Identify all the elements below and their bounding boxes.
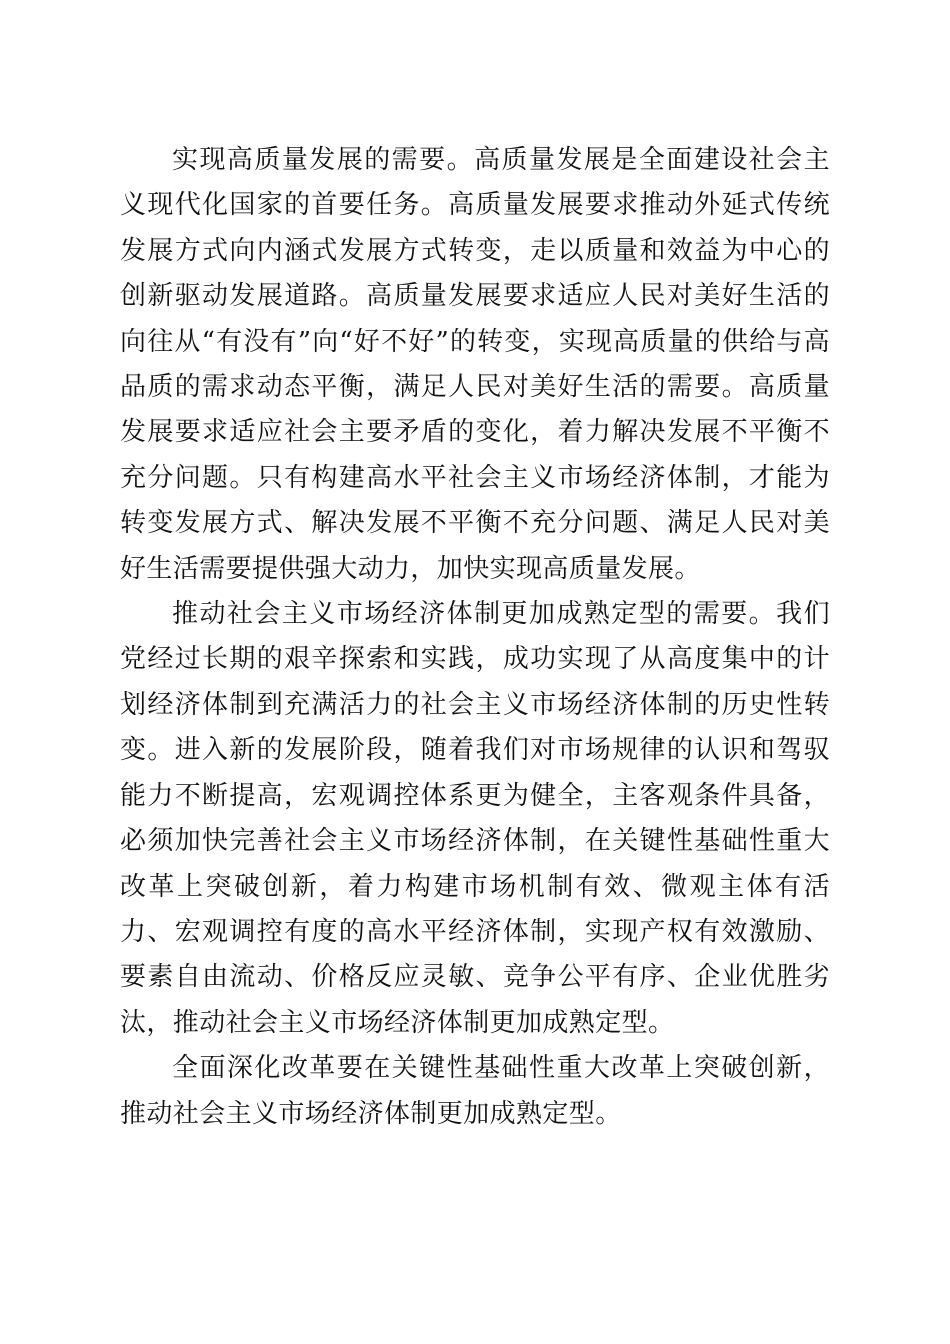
paragraph-market-economy-system: 推动社会主义市场经济体制更加成熟定型的需要。我们党经过长期的艰辛探索和实践，成功实现了从高度集中的计划经济体制到充满活力的社会主义市场经济体制的历史性转变。进入新的发展阶段，随着我们对市场规律的认识和驾驭能力不断提高，宏观调控体系更为健全，主客观条件具备，必须加快完善社会主义市场经济体制，在关键性基础性重大改革上突破创新，着力构建市场机制有效、微观主体有活力、宏观调控有度的高水平经济体制，实现产权有效激励、要素自由流动、价格反应灵敏、竞争公平有序、企业优胜劣汰，推动社会主义市场经济体制更加成熟定型。 — [120, 599, 830, 1038]
paragraph-deepening-reform: 全面深化改革要在关键性基础性重大改革上突破创新，推动社会主义市场经济体制更加成熟定型。 — [120, 1053, 830, 1129]
document-body — [120, 138, 830, 1137]
paragraph-high-quality-development: 实现高质量发展的需要。高质量发展是全面建设社会主义现代化国家的首要任务。高质量发展要求推动外延式传统发展方式向内涵式发展方式转变，走以质量和效益为中心的创新驱动发展道路。高质量发展要求适应人民对美好生活的向往从“有没有”向“好不好”的转变，实现高质量的供给与高品质的需求动态平衡，满足人民对美好生活的需要。高质量发展要求适应社会主要矛盾的变化，着力解决发展不平衡不充分问题。只有构建高水平社会主义市场经济体制，才能为转变发展方式、解决发展不平衡不充分问题、满足人民对美好生活需要提供强大动力，加快实现高质量发展。 — [120, 145, 830, 584]
